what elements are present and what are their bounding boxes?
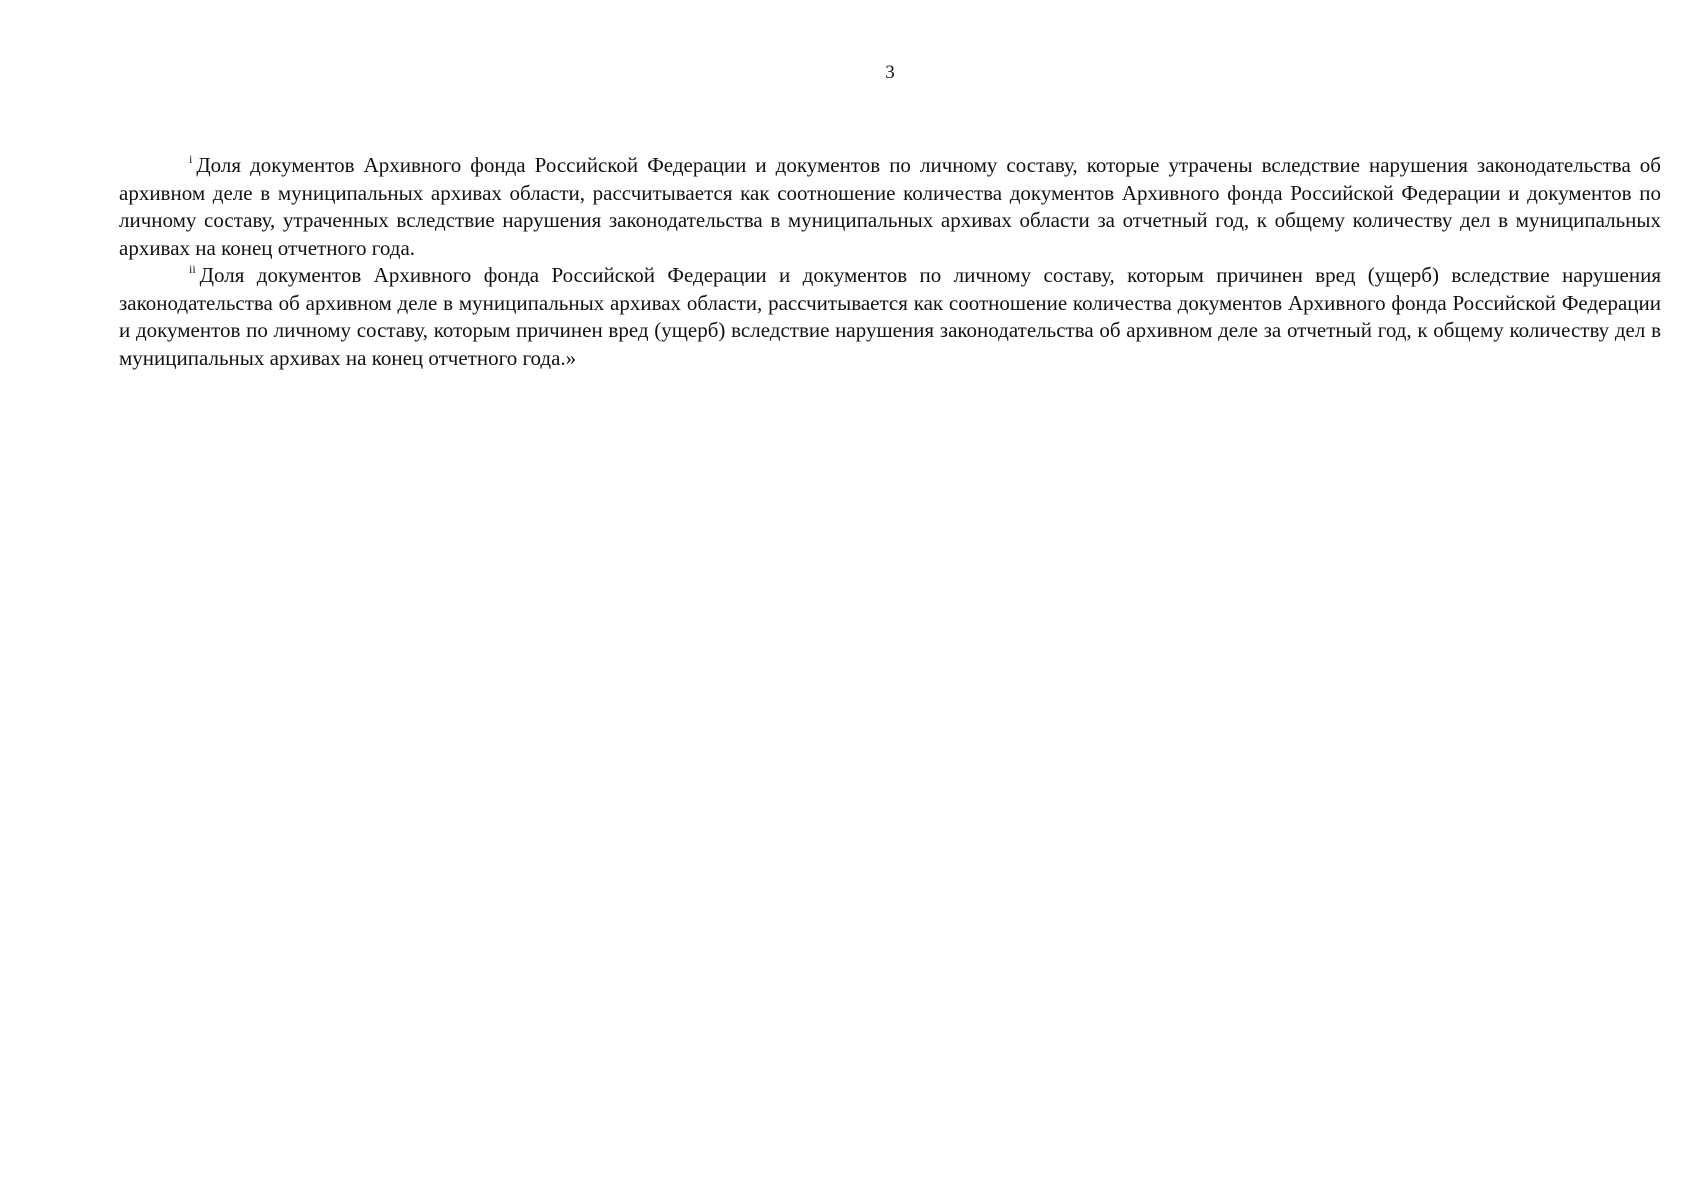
footnote-text: Доля документов Архивного фонда Российской Федерации и документов по личному составу, которые утрачены вследствие нарушения законодательства об архивном деле в муниципальных архивах области, рассчитывается как соотношение количества документов Архивного фонда Российской Федерации и документов по личному составу, утраченных вследствие нарушения законодательства в муниципальных архивах области за отчетный год, к общему количеству дел в муниципальных архивах на конец отчетного года. xyxy=(119,153,1661,260)
footnote-marker: ii xyxy=(189,262,196,276)
footnote-marker: i xyxy=(189,152,193,166)
page-number: 3 xyxy=(885,62,895,83)
footnotes xyxy=(119,152,1661,372)
footnote-text: Доля документов Архивного фонда Российской Федерации и документов по личному составу, которым причинен вред (ущерб) вследствие нарушения законодательства об архивном деле в муниципальных архивах области, рассчитывается как соотношение количества документов Архивного фонда Российской Федерации и документов по личному составу, которым причинен вред (ущерб) вследствие нарушения законодательства об архивном деле за отчетный год, к общему количеству дел в муниципальных архивах на конец отчетного года.» xyxy=(119,263,1661,370)
footnote-1 xyxy=(119,152,1661,262)
footnote-2 xyxy=(119,262,1661,372)
